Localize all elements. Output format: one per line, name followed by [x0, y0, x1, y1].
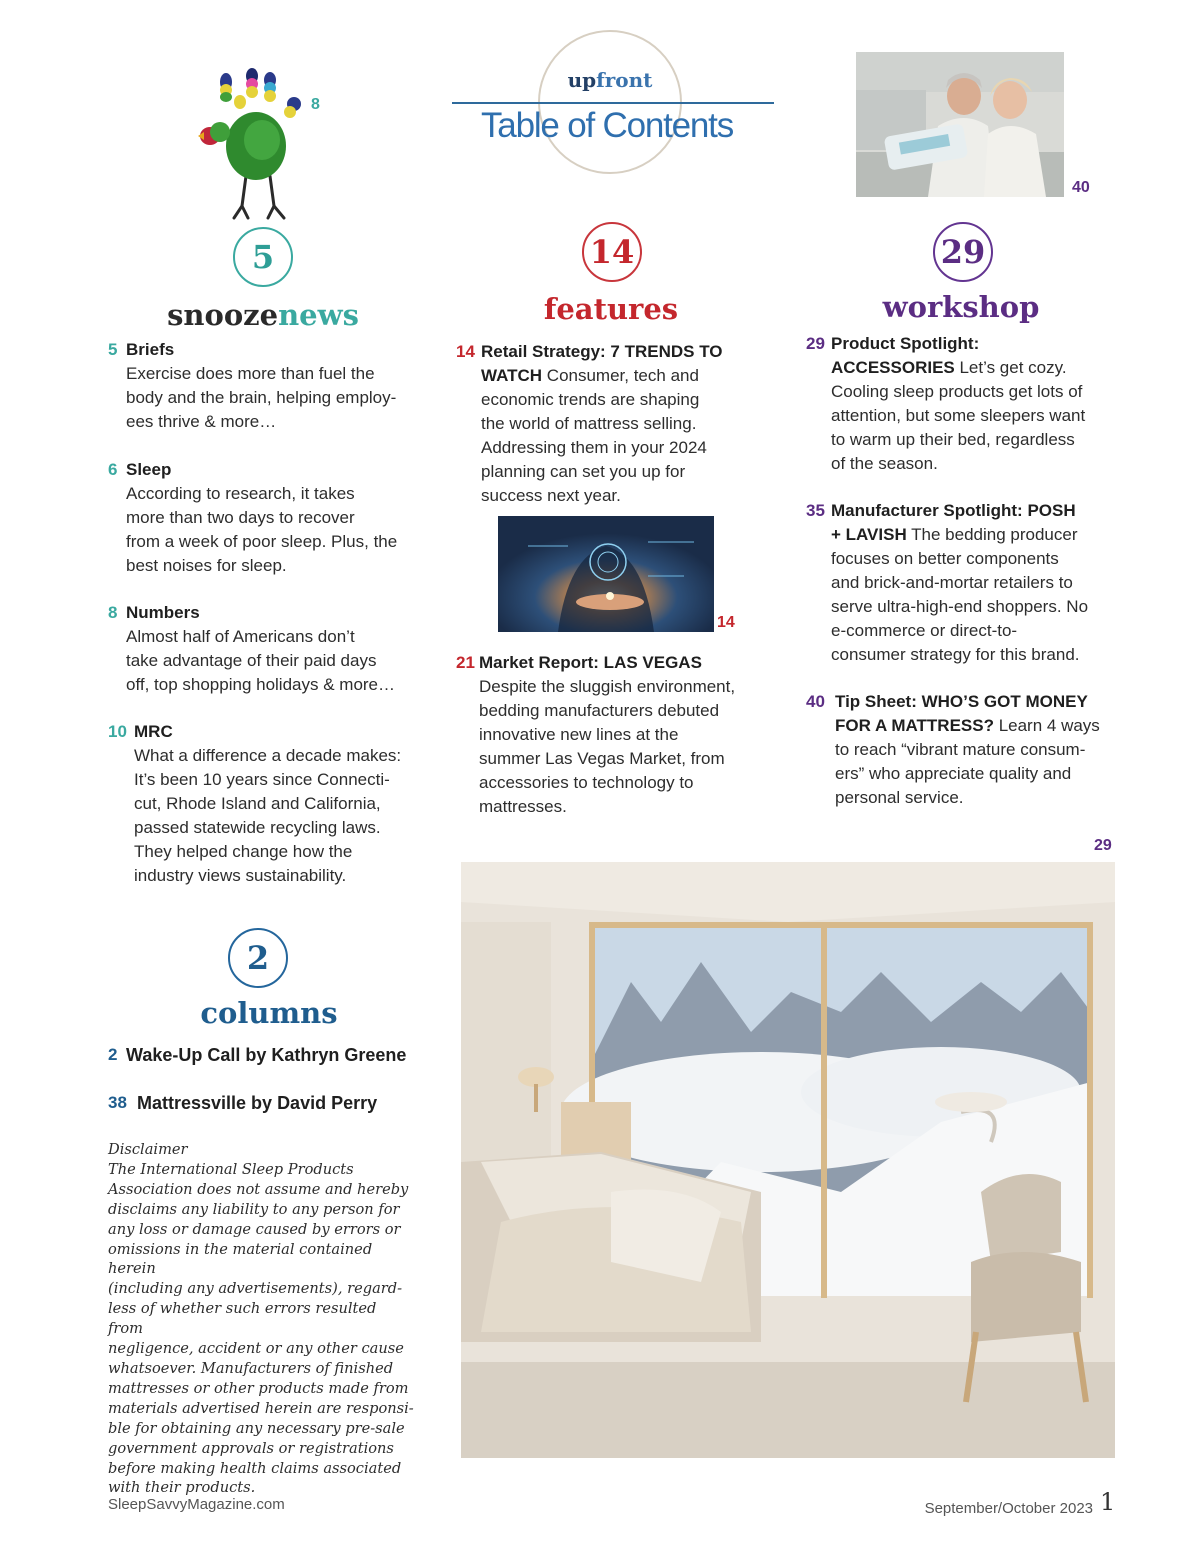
entry-page: 14	[456, 342, 475, 361]
entry-heading: Tip Sheet: WHO’S GOT MONEY	[835, 692, 1088, 711]
footer-website[interactable]: SleepSavvyMagazine.com	[108, 1496, 285, 1513]
entry-heading: Numbers	[126, 603, 200, 622]
header-rule	[452, 102, 774, 104]
entry-heading: Manufacturer Spotlight: POSH	[831, 501, 1076, 520]
toc-entry-retail-strategy[interactable]: 14 Retail Strategy: 7 TRENDS TO WATCH Consumer, tech and economic trends are shaping the world of mattress selling. Addressing them in your 2024 planning can set you up for success next year.	[456, 342, 723, 505]
page-title: Table of Contents	[481, 106, 733, 145]
features-page-number: 14	[582, 222, 642, 282]
toc-entry-briefs[interactable]: 5 Briefs Exercise does more than fuel the body and the brain, helping employ- ees thrive & more…	[108, 340, 397, 431]
entry-page: 2	[108, 1045, 118, 1064]
toc-entry-manufacturer-spotlight[interactable]: 35 Manufacturer Spotlight: POSH + LAVISH The bedding producer focuses on better components and brick-and-mortar retailers to serve ultra-high-end shoppers. No e-commerce or direct-to- consumer strategy for this brand.	[806, 501, 1089, 664]
entry-heading: Mattressville by David Perry	[137, 1093, 378, 1113]
toc-entry-wake-up-call[interactable]	[108, 1043, 438, 1069]
entry-page: 8	[108, 603, 118, 622]
workshop-page-number: 29	[933, 222, 993, 282]
columns-heading: columns	[200, 996, 338, 1030]
entry-page: 35	[806, 501, 825, 520]
entry-page: 21	[456, 653, 475, 672]
snoozenews-heading: snoozenews	[167, 298, 359, 332]
tech-page-label: 14	[717, 614, 735, 631]
entry-page: 38	[108, 1093, 127, 1112]
couple-page-label: 40	[1072, 179, 1090, 196]
workshop-heading: workshop	[882, 290, 1040, 324]
tech-hand-photo	[498, 516, 714, 632]
entry-heading: Retail Strategy: 7 TRENDS TO	[481, 342, 723, 361]
section-kicker: upfront	[567, 68, 653, 92]
entry-page: 10	[108, 722, 127, 741]
toc-entry-tip-sheet[interactable]: 40 Tip Sheet: WHO’S GOT MONEY FOR A MATTRESS? Learn 4 ways to reach “vibrant mature consum- ers” who appreciate quality and personal service.	[806, 692, 1100, 807]
entry-page: 6	[108, 460, 118, 479]
toc-entry-product-spotlight[interactable]: 29 Product Spotlight: ACCESSORIES Let’s get cozy. Cooling sleep products get lots of attention, but some sleepers want to warm up their bed, regardless of the season.	[806, 334, 1086, 473]
entry-heading: Wake-Up Call by Kathryn Greene	[126, 1045, 407, 1065]
entry-heading: MRC	[134, 722, 173, 741]
toc-entry-mrc[interactable]: 10 MRC What a difference a decade makes: It’s been 10 years since Connecti- cut, Rhode Island and California, passed statewide recycling laws. They helped change how the industry views sustainability.	[108, 722, 402, 885]
bedroom-page-label: 29	[1094, 837, 1112, 854]
toc-entry-mattressville[interactable]	[108, 1091, 438, 1117]
toc-entry-numbers[interactable]: 8 Numbers Almost half of Americans don’t take advantage of their paid days off, top shopping holidays & more…	[108, 603, 396, 694]
footer-page-number: 1	[1100, 1488, 1116, 1516]
turkey-handprint-image	[190, 66, 310, 222]
footer-issue: September/October 2023	[924, 1500, 1093, 1517]
turkey-page-label: 8	[311, 96, 320, 113]
entry-heading: Briefs	[126, 340, 175, 359]
couple-with-pillow-photo	[856, 52, 1064, 197]
disclaimer-title: Disclaimer	[108, 1141, 188, 1158]
entry-heading: Product Spotlight:	[831, 334, 980, 353]
entry-heading: Sleep	[126, 460, 172, 479]
columns-page-number: 2	[228, 928, 288, 988]
toc-entry-market-report[interactable]: 21 Market Report: LAS VEGAS Despite the sluggish environment, bedding manufacturers debuted innovative new lines at the summer Las Vegas Market, from accessories to technology to mattresses.	[456, 653, 736, 816]
entry-heading: Market Report: LAS VEGAS	[479, 653, 702, 672]
features-heading: features	[543, 292, 679, 326]
mountain-bedroom-photo	[461, 862, 1115, 1458]
entry-page: 5	[108, 340, 118, 359]
snoozenews-page-number: 5	[233, 227, 293, 287]
entry-page: 40	[806, 692, 825, 711]
disclaimer: Disclaimer The International Sleep Products Association does not assume and hereby disclaims any liability to any person for any loss or damage caused by errors or omissions in the material contained herein (including any advertisements), regard- less of whether such errors resulted from negligence, accident or any other cause whatsoever. Manufacturers of finished mattresses or other products made from materials advertised herein are responsi- ble for obtaining any necessary pre-sale government approvals or registrations before making health claims associated with their products.	[108, 1141, 414, 1497]
entry-page: 29	[806, 334, 825, 353]
toc-entry-sleep[interactable]: 6 Sleep According to research, it takes more than two days to recover from a week of poor sleep. Plus, the best noises for sleep.	[108, 460, 398, 575]
